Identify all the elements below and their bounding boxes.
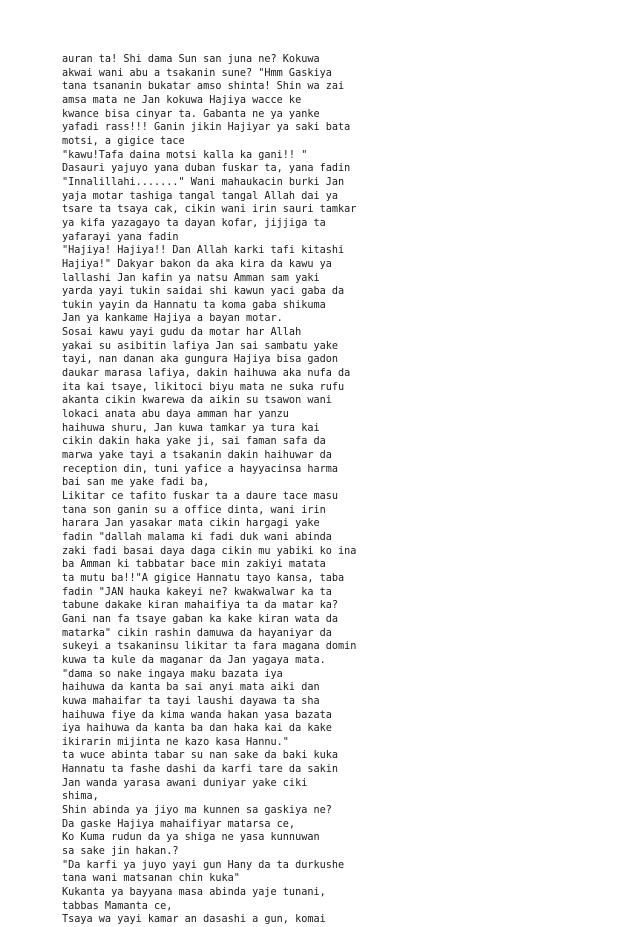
text-line: Kukanta ya bayyana masa abinda yaje tunani, — [62, 887, 326, 899]
text-line: haihuwa fiye da kima wanda hakan yasa bazata — [62, 709, 332, 721]
text-line: haihuwa da kanta ba sai anyi mata aiki dan — [62, 682, 320, 694]
text-line: daukar marasa lafiya, dakin haihuwa aka nufa da — [62, 368, 351, 380]
text-line: Jan wanda yarasa awani duniyar yake ciki — [62, 777, 308, 789]
text-line: matarka" cikin rashin damuwa da hayaniyar da — [62, 627, 332, 639]
text-line: Hajiya!" Dakyar bakon da aka kira da kawu ya — [62, 258, 332, 270]
text-line: "Innalillahi......." Wani mahaukacin burki Jan — [62, 176, 345, 188]
text-line: cikin dakin haka yake ji, sai faman safa da — [62, 436, 326, 448]
text-line: akwai wani abu a tsakanin sune? "Hmm Gaskiya — [62, 67, 332, 79]
text-line: Likitar ce tafito fuskar ta a daure tace masu — [62, 491, 339, 502]
text-line: Ko Kuma rudun da ya shiga ne yasa kunnuwan — [62, 832, 320, 844]
text-line: Jan ya kankame Hajiya a bayan motar. — [62, 313, 283, 325]
text-line: Dasauri yajuyo yana duban fuskar ta, yana fadin — [62, 163, 351, 175]
text-line: harara Jan yasakar mata cikin hargagi yake — [62, 518, 320, 530]
text-line: akanta cikin kwarewa da aikin su tsawon wani — [62, 395, 332, 407]
text-line: yaja motar tashiga tangal tangal Allah dai ya — [62, 190, 339, 202]
text-line: ita kai tsaye, likitoci biyu mata ne suka rufu — [62, 381, 345, 393]
text-line: tayi, nan danan aka gungura Hajiya bisa gadon — [62, 354, 339, 366]
text-line: ba Amman ki tabbatar bace min zakiyi matata — [62, 559, 326, 571]
text-line: lokaci anata abu daya amman har yanzu — [62, 409, 289, 421]
text-line: tabbas Mamanta ce, — [62, 900, 173, 912]
text-line: fadin "dallah malama ki fadi duk wani abinda — [62, 531, 332, 543]
text-line: motsi, a gigice tace — [62, 135, 185, 147]
text-line: tukin yayin da Hannatu ta koma gaba shikuma — [62, 299, 326, 311]
text-line: lallashi Jan kafin ya natsu Amman sam yaki — [62, 272, 320, 284]
text-line: ikirarin mijinta ne kazo kasa Hannu." — [62, 736, 289, 748]
text-line: tabune dakake kiran mahaifiya ta da matar ka? — [62, 600, 339, 612]
text-line: reception din, tuni yafice a hayyacinsa harma — [62, 463, 339, 475]
text-line: Tsaya wa yayi kamar an dasashi a gun, komai — [62, 914, 326, 926]
text-line: amsa mata ne Jan kokuwa Hajiya wacce ke — [62, 94, 302, 106]
text-line: bai san me yake fadi ba, — [62, 477, 210, 489]
text-line: tana son ganin su a office dinta, wani irin — [62, 504, 326, 516]
text-line: kuwa ta kule da maganar da Jan yagaya mata. — [62, 654, 326, 666]
text-line: ta mutu ba!!"A gigice Hannatu tayo kansa, taba — [62, 572, 345, 584]
text-line: "Hajiya! Hajiya!! Dan Allah karki tafi kitashi — [62, 245, 345, 257]
text-line: Hannatu ta fashe dashi da karfi tare da sakin — [62, 764, 339, 776]
text-line: ya kifa yazagayo ta dayan kofar, jijjiga ta — [62, 217, 326, 229]
text-line: zaki fadi basai daya daga cikin mu yabiki ko ina — [62, 545, 357, 557]
text-line: tsare ta tsaya cak, cikin wani irin sauri tamkar — [62, 204, 357, 216]
text-line: sukeyi a tsakaninsu likitar ta fara magana domin — [62, 641, 357, 653]
text-line: sa sake jin hakan.? — [62, 846, 179, 858]
text-line: "kawu!Tafa daina motsi kalla ka gani!! " — [62, 149, 308, 161]
text-line: yakai su asibitin lafiya Jan sai sambatu yake — [62, 340, 339, 352]
text-line: iya haihuwa da kanta ba dan haka kai da kake — [62, 723, 332, 735]
text-line: ta wuce abinta tabar su nan sake da baki kuka — [62, 750, 339, 762]
text-line: tana wani matsanan chin kuka" — [62, 873, 240, 885]
body-text — [62, 53, 622, 927]
text-line: "dama so nake ingaya maku bazata iya — [62, 668, 283, 680]
text-line: "Da karfi ya juyo yayi gun Hany da ta durkushe — [62, 859, 345, 871]
text-line: fadin "JAN hauka kakeyi ne? kwakwalwar ka ta — [62, 586, 332, 598]
text-line: yafadi rass!!! Ganin jikin Hajiyar ya saki bata — [62, 122, 351, 134]
text-line: auran ta! Shi dama Sun san juna ne? Kokuwa — [62, 54, 320, 65]
text-line: yarda yayi tukin saidai shi kawun yaci gaba da — [62, 286, 345, 298]
text-line: haihuwa shuru, Jan kuwa tamkar ya tura kai — [62, 422, 320, 434]
text-line: Gani nan fa tsaye gaban ka kake kiran wata da — [62, 613, 339, 625]
text-line: tana tsananin bukatar amso shinta! Shin wa zai — [62, 81, 345, 93]
text-line: kuwa mahaifar ta tayi laushi dayawa ta sha — [62, 695, 320, 707]
text-line: Sosai kawu yayi gudu da motar har Allah — [62, 327, 302, 339]
text-line: Shin abinda ya jiyo ma kunnen sa gaskiya ne? — [62, 805, 332, 817]
text-line: Da gaske Hajiya mahaifiyar matarsa ce, — [62, 818, 296, 830]
text-line: kwance bisa cinyar ta. Gabanta ne ya yanke — [62, 108, 320, 120]
text-line: marwa yake tayi a tsakanin dakin haihuwar da — [62, 450, 332, 462]
text-line: yafarayi yana fadin — [62, 231, 179, 243]
text-line: shima, — [62, 791, 99, 803]
